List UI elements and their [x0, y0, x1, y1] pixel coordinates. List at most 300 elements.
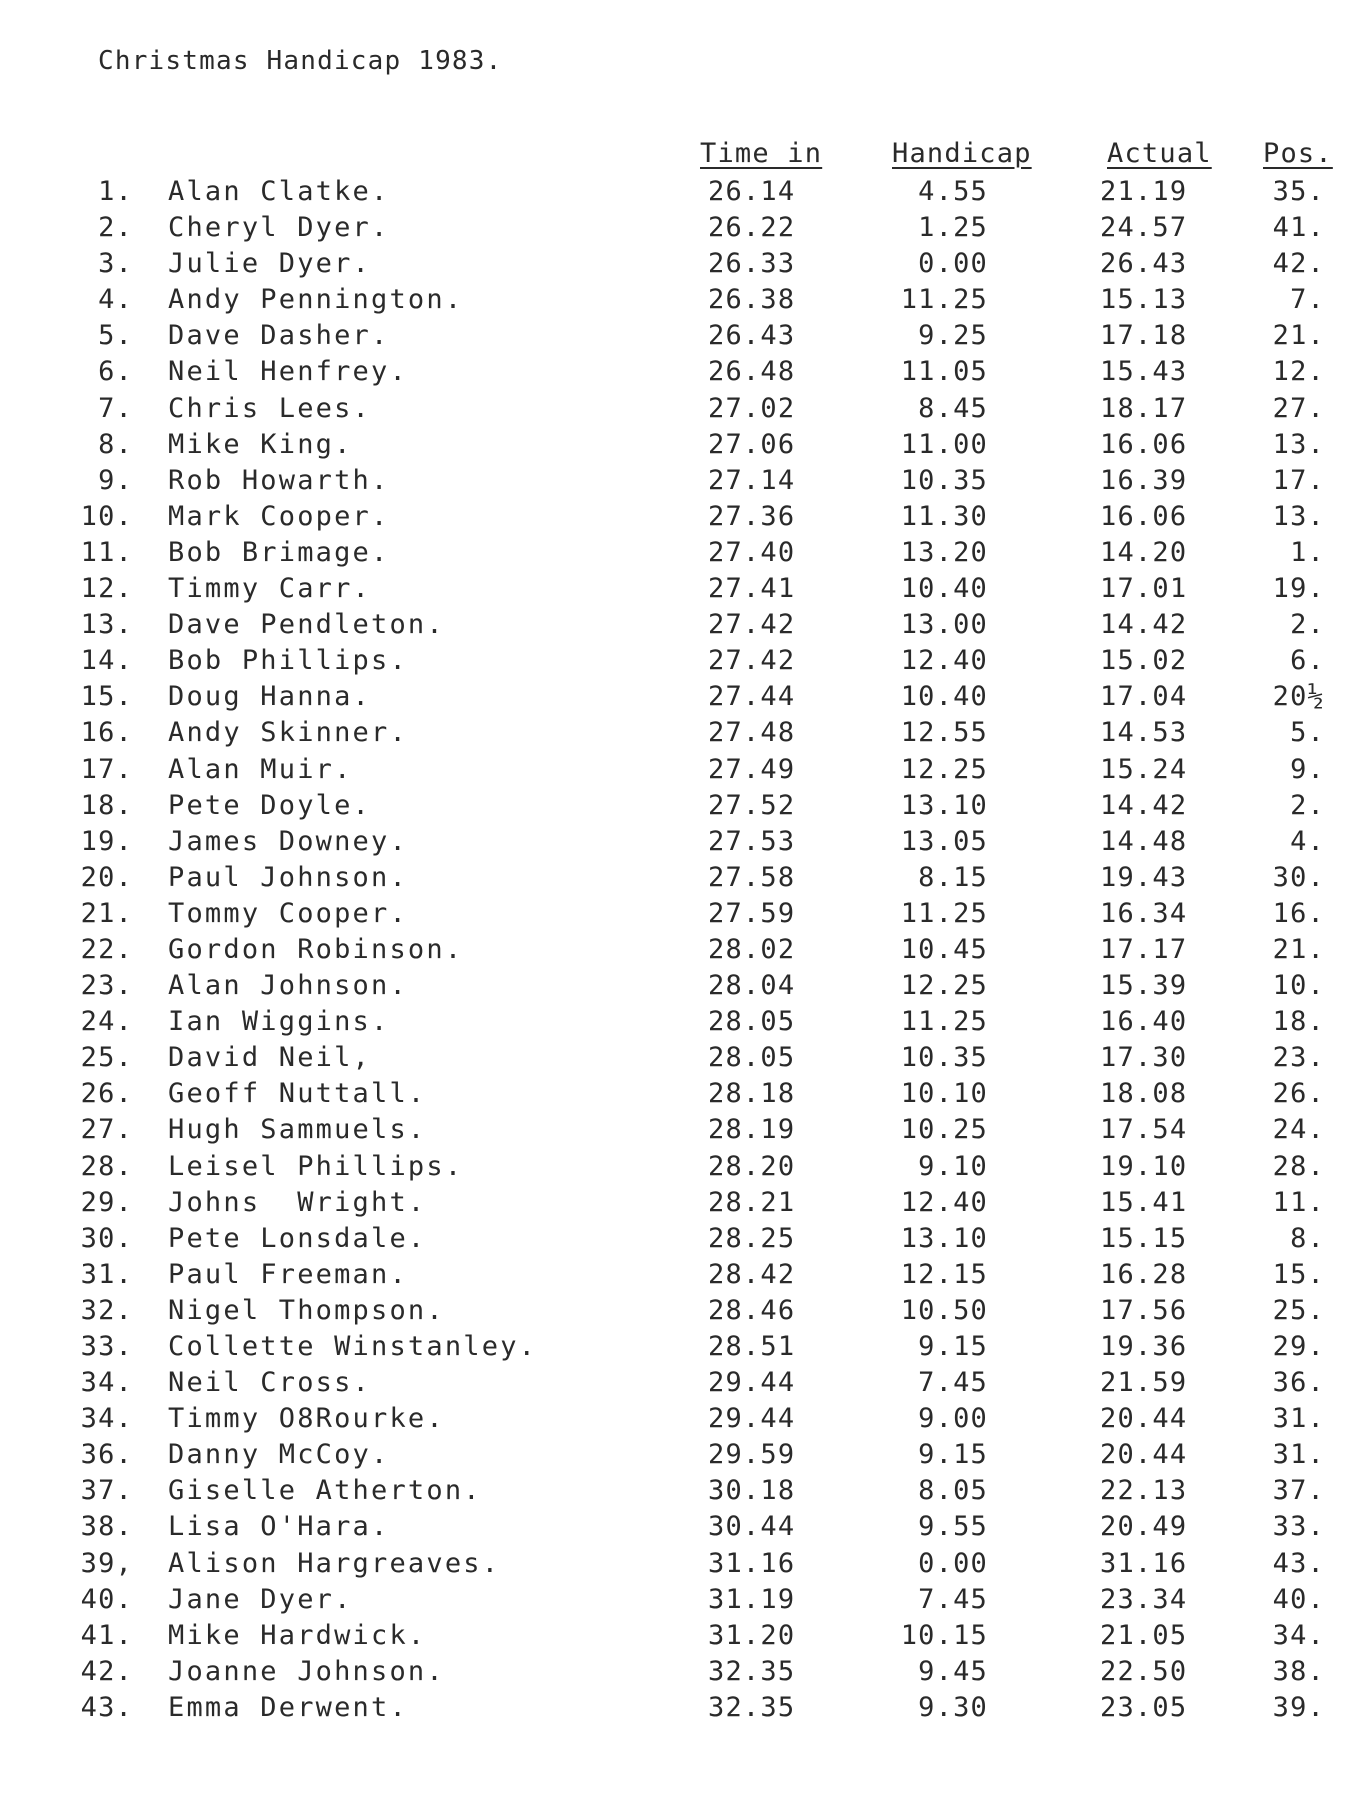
results-list — [0, 174, 1365, 1726]
result-row — [0, 896, 1365, 932]
handicap-value: 1.25 — [918, 212, 988, 244]
actual-value: 23.34 — [1100, 1583, 1188, 1615]
result-row — [0, 318, 1365, 354]
time-in-value: 27.44 — [708, 681, 796, 713]
handicap-value: 9.30 — [918, 1691, 988, 1723]
entry-number: 25. — [80, 1042, 133, 1074]
result-row — [0, 571, 1365, 607]
position-value: 17. — [1272, 464, 1325, 496]
runner-name: Lisa O'Hara. — [168, 1511, 390, 1543]
runner-name: Mike King. — [168, 428, 353, 460]
position-value: 25. — [1272, 1294, 1325, 1326]
time-in-value: 27.53 — [708, 825, 796, 857]
actual-value: 14.20 — [1100, 536, 1188, 568]
position-value: 27. — [1272, 392, 1325, 424]
result-row — [0, 1401, 1365, 1437]
time-in-value: 29.44 — [708, 1367, 796, 1399]
actual-value: 23.05 — [1100, 1691, 1188, 1723]
position-value: 29. — [1272, 1331, 1325, 1362]
position-value: 30. — [1272, 861, 1325, 893]
actual-value: 31.16 — [1100, 1547, 1188, 1579]
entry-number: 1. — [98, 176, 133, 207]
handicap-value: 10.45 — [900, 933, 988, 965]
time-in-value: 27.42 — [708, 609, 796, 641]
position-value: 36. — [1272, 1367, 1325, 1399]
header-handicap: Handicap — [892, 138, 1032, 169]
entry-number: 13. — [80, 609, 133, 641]
time-in-value: 27.40 — [708, 536, 796, 568]
handicap-value: 11.30 — [900, 500, 988, 532]
result-row — [0, 1185, 1365, 1221]
entry-number: 15. — [80, 681, 133, 713]
runner-name: Emma Derwent. — [168, 1691, 408, 1723]
handicap-value: 9.25 — [918, 320, 988, 352]
actual-value: 21.05 — [1100, 1619, 1188, 1651]
time-in-value: 27.41 — [708, 573, 796, 605]
handicap-value: 4.55 — [918, 176, 988, 207]
time-in-value: 26.43 — [708, 320, 796, 352]
runner-name: Nigel Thompson. — [168, 1294, 445, 1326]
handicap-value: 12.25 — [900, 970, 988, 1002]
result-row — [0, 499, 1365, 535]
handicap-value: 12.25 — [900, 753, 988, 785]
runner-name: Giselle Atherton. — [168, 1475, 482, 1507]
time-in-value: 27.59 — [708, 897, 796, 929]
position-value: 34. — [1272, 1619, 1325, 1651]
entry-number: 42. — [80, 1655, 133, 1687]
time-in-value: 26.48 — [708, 356, 796, 388]
runner-name: Alan Muir. — [168, 753, 353, 785]
entry-number: 18. — [80, 789, 133, 821]
position-value: 35. — [1272, 176, 1325, 207]
entry-number: 36. — [80, 1439, 133, 1471]
time-in-value: 27.52 — [708, 789, 796, 821]
actual-value: 22.50 — [1100, 1655, 1188, 1687]
actual-value: 22.13 — [1100, 1475, 1188, 1507]
position-value: 37. — [1272, 1475, 1325, 1507]
position-value: 9. — [1290, 753, 1325, 785]
entry-number: 34. — [80, 1367, 133, 1399]
actual-value: 20.44 — [1100, 1439, 1188, 1471]
time-in-value: 28.05 — [708, 1042, 796, 1074]
runner-name: Dave Pendleton. — [168, 609, 445, 641]
result-row — [0, 210, 1365, 246]
position-value: 11. — [1272, 1186, 1325, 1218]
entry-number: 29. — [80, 1186, 133, 1218]
actual-value: 14.48 — [1100, 825, 1188, 857]
runner-name: Dave Dasher. — [168, 320, 390, 352]
position-value: 31. — [1272, 1403, 1325, 1435]
runner-name: Joanne Johnson. — [168, 1655, 445, 1687]
entry-number: 28. — [80, 1150, 133, 1182]
result-row — [0, 643, 1365, 679]
runner-name: Timmy Carr. — [168, 573, 372, 605]
entry-number: 2. — [98, 212, 133, 244]
runner-name: Paul Johnson. — [168, 861, 408, 893]
position-value: 33. — [1272, 1511, 1325, 1543]
runner-name: Ian Wiggins. — [168, 1006, 390, 1038]
handicap-value: 9.45 — [918, 1655, 988, 1687]
position-value: 19. — [1272, 573, 1325, 605]
time-in-value: 28.51 — [708, 1331, 796, 1362]
handicap-value: 12.40 — [900, 645, 988, 677]
handicap-value: 9.00 — [918, 1403, 988, 1435]
time-in-value: 28.19 — [708, 1114, 796, 1146]
actual-value: 18.17 — [1100, 392, 1188, 424]
entry-number: 10. — [80, 500, 133, 532]
header-pos: Pos. — [1263, 138, 1333, 169]
entry-number: 27. — [80, 1114, 133, 1146]
runner-name: Bob Brimage. — [168, 536, 390, 568]
entry-number: 7. — [98, 392, 133, 424]
result-row — [0, 607, 1365, 643]
runner-name: Tommy Cooper. — [168, 897, 408, 929]
time-in-value: 26.22 — [708, 212, 796, 244]
result-row — [0, 427, 1365, 463]
time-in-value: 27.14 — [708, 464, 796, 496]
header-actual: Actual — [1107, 138, 1212, 169]
result-row — [0, 1437, 1365, 1473]
time-in-value: 28.05 — [708, 1006, 796, 1038]
handicap-value: 11.00 — [900, 428, 988, 460]
result-row — [0, 679, 1365, 715]
entry-number: 12. — [80, 573, 133, 605]
entry-number: 17. — [80, 753, 133, 785]
handicap-value: 10.40 — [900, 681, 988, 713]
result-row — [0, 391, 1365, 427]
handicap-value: 8.15 — [918, 861, 988, 893]
entry-number: 16. — [80, 717, 133, 749]
time-in-value: 31.20 — [708, 1619, 796, 1651]
runner-name: Timmy O8Rourke. — [168, 1403, 445, 1435]
actual-value: 19.36 — [1100, 1331, 1188, 1362]
entry-number: 37. — [80, 1475, 133, 1507]
handicap-value: 9.15 — [918, 1331, 988, 1362]
entry-number: 26. — [80, 1078, 133, 1110]
runner-name: Bob Phillips. — [168, 645, 408, 677]
entry-number: 32. — [80, 1294, 133, 1326]
runner-name: Julie Dyer. — [168, 248, 372, 280]
position-value: 42. — [1272, 248, 1325, 280]
result-row — [0, 824, 1365, 860]
entry-number: 23. — [80, 970, 133, 1002]
result-row — [0, 1329, 1365, 1365]
handicap-value: 13.05 — [900, 825, 988, 857]
actual-value: 15.15 — [1100, 1222, 1188, 1254]
position-value: 15. — [1272, 1258, 1325, 1290]
entry-number: 11. — [80, 536, 133, 568]
actual-value: 15.43 — [1100, 356, 1188, 388]
result-row — [0, 463, 1365, 499]
handicap-value: 12.40 — [900, 1186, 988, 1218]
result-row — [0, 246, 1365, 282]
position-value: 16. — [1272, 897, 1325, 929]
result-row — [0, 1004, 1365, 1040]
runner-name: Danny McCoy. — [168, 1439, 390, 1471]
position-value: 21. — [1272, 933, 1325, 965]
runner-name: Leisel Phillips. — [168, 1150, 464, 1182]
runner-name: Neil Henfrey. — [168, 356, 408, 388]
time-in-value: 27.49 — [708, 753, 796, 785]
handicap-value: 10.10 — [900, 1078, 988, 1110]
entry-number: 4. — [98, 284, 133, 316]
runner-name: Alan Clatke. — [168, 176, 390, 207]
position-value: 20½ — [1272, 681, 1325, 713]
time-in-value: 26.33 — [708, 248, 796, 280]
time-in-value: 27.48 — [708, 717, 796, 749]
actual-value: 20.49 — [1100, 1511, 1188, 1543]
time-in-value: 27.06 — [708, 428, 796, 460]
time-in-value: 27.02 — [708, 392, 796, 424]
position-value: 13. — [1272, 428, 1325, 460]
actual-value: 15.13 — [1100, 284, 1188, 316]
result-row — [0, 1509, 1365, 1545]
entry-number: 39, — [80, 1547, 133, 1579]
position-value: 1. — [1290, 536, 1325, 568]
result-row — [0, 1293, 1365, 1329]
result-row — [0, 1112, 1365, 1148]
actual-value: 16.39 — [1100, 464, 1188, 496]
entry-number: 31. — [80, 1258, 133, 1290]
handicap-value: 10.35 — [900, 464, 988, 496]
entry-number: 14. — [80, 645, 133, 677]
actual-value: 16.40 — [1100, 1006, 1188, 1038]
result-row — [0, 535, 1365, 571]
runner-name: Chris Lees. — [168, 392, 372, 424]
position-value: 8. — [1290, 1222, 1325, 1254]
position-value: 23. — [1272, 1042, 1325, 1074]
entry-number: 40. — [80, 1583, 133, 1615]
time-in-value: 30.44 — [708, 1511, 796, 1543]
time-in-value: 31.16 — [708, 1547, 796, 1579]
time-in-value: 27.58 — [708, 861, 796, 893]
entry-number: 3. — [98, 248, 133, 280]
runner-name: Rob Howarth. — [168, 464, 390, 496]
time-in-value: 26.38 — [708, 284, 796, 316]
handicap-value: 8.45 — [918, 392, 988, 424]
entry-number: 30. — [80, 1222, 133, 1254]
handicap-value: 13.10 — [900, 789, 988, 821]
time-in-value: 32.35 — [708, 1655, 796, 1687]
time-in-value: 29.44 — [708, 1403, 796, 1435]
handicap-value: 10.15 — [900, 1619, 988, 1651]
actual-value: 21.59 — [1100, 1367, 1188, 1399]
actual-value: 14.42 — [1100, 789, 1188, 821]
result-row — [0, 752, 1365, 788]
position-value: 31. — [1272, 1439, 1325, 1471]
actual-value: 17.17 — [1100, 933, 1188, 965]
time-in-value: 28.04 — [708, 970, 796, 1002]
position-value: 28. — [1272, 1150, 1325, 1182]
runner-name: Mike Hardwick. — [168, 1619, 427, 1651]
actual-value: 18.08 — [1100, 1078, 1188, 1110]
actual-value: 17.04 — [1100, 681, 1188, 713]
runner-name: Cheryl Dyer. — [168, 212, 390, 244]
runner-name: Andy Pennington. — [168, 284, 464, 316]
result-row — [0, 1076, 1365, 1112]
time-in-value: 28.25 — [708, 1222, 796, 1254]
time-in-value: 26.14 — [708, 176, 796, 207]
handicap-value: 9.15 — [918, 1439, 988, 1471]
actual-value: 15.41 — [1100, 1186, 1188, 1218]
time-in-value: 28.18 — [708, 1078, 796, 1110]
handicap-value: 7.45 — [918, 1583, 988, 1615]
actual-value: 19.10 — [1100, 1150, 1188, 1182]
result-row — [0, 715, 1365, 751]
runner-name: Neil Cross. — [168, 1367, 372, 1399]
entry-number: 21. — [80, 897, 133, 929]
time-in-value: 28.02 — [708, 933, 796, 965]
time-in-value: 30.18 — [708, 1475, 796, 1507]
runner-name: Gordon Robinson. — [168, 933, 464, 965]
result-row — [0, 788, 1365, 824]
entry-number: 20. — [80, 861, 133, 893]
handicap-value: 13.20 — [900, 536, 988, 568]
result-row — [0, 1040, 1365, 1076]
runner-name: Collette Winstanley. — [168, 1331, 538, 1362]
position-value: 10. — [1272, 970, 1325, 1002]
handicap-value: 13.00 — [900, 609, 988, 641]
entry-number: 34. — [80, 1403, 133, 1435]
position-value: 7. — [1290, 284, 1325, 316]
position-value: 39. — [1272, 1691, 1325, 1723]
entry-number: 43. — [80, 1691, 133, 1723]
time-in-value: 27.42 — [708, 645, 796, 677]
runner-name: Geoff Nuttall. — [168, 1078, 427, 1110]
position-value: 43. — [1272, 1547, 1325, 1579]
result-row — [0, 1582, 1365, 1618]
position-value: 18. — [1272, 1006, 1325, 1038]
result-row — [0, 1473, 1365, 1509]
entry-number: 6. — [98, 356, 133, 388]
time-in-value: 28.42 — [708, 1258, 796, 1290]
position-value: 38. — [1272, 1655, 1325, 1687]
position-value: 5. — [1290, 717, 1325, 749]
handicap-value: 9.10 — [918, 1150, 988, 1182]
position-value: 26. — [1272, 1078, 1325, 1110]
time-in-value: 32.35 — [708, 1691, 796, 1723]
result-row — [0, 1149, 1365, 1185]
handicap-value: 11.25 — [900, 897, 988, 929]
position-value: 13. — [1272, 500, 1325, 532]
entry-number: 22. — [80, 933, 133, 965]
actual-value: 14.53 — [1100, 717, 1188, 749]
result-row — [0, 282, 1365, 318]
result-row — [0, 1546, 1365, 1582]
entry-number: 24. — [80, 1006, 133, 1038]
actual-value: 17.30 — [1100, 1042, 1188, 1074]
actual-value: 19.43 — [1100, 861, 1188, 893]
entry-number: 8. — [98, 428, 133, 460]
handicap-value: 11.05 — [900, 356, 988, 388]
position-value: 4. — [1290, 825, 1325, 857]
result-row — [0, 932, 1365, 968]
time-in-value: 29.59 — [708, 1439, 796, 1471]
position-value: 2. — [1290, 789, 1325, 821]
handicap-value: 7.45 — [918, 1367, 988, 1399]
runner-name: Paul Freeman. — [168, 1258, 408, 1290]
handicap-value: 10.40 — [900, 573, 988, 605]
handicap-value: 12.15 — [900, 1258, 988, 1290]
time-in-value: 28.21 — [708, 1186, 796, 1218]
runner-name: Mark Cooper. — [168, 500, 390, 532]
actual-value: 17.18 — [1100, 320, 1188, 352]
position-value: 41. — [1272, 212, 1325, 244]
actual-value: 21.19 — [1100, 176, 1188, 207]
handicap-value: 10.35 — [900, 1042, 988, 1074]
actual-value: 26.43 — [1100, 248, 1188, 280]
actual-value: 17.56 — [1100, 1294, 1188, 1326]
handicap-value: 12.55 — [900, 717, 988, 749]
runner-name: Alison Hargreaves. — [168, 1547, 501, 1579]
actual-value: 16.34 — [1100, 897, 1188, 929]
result-row — [0, 1221, 1365, 1257]
result-row — [0, 174, 1365, 210]
runner-name: Pete Lonsdale. — [168, 1222, 427, 1254]
actual-value: 15.02 — [1100, 645, 1188, 677]
handicap-value: 11.25 — [900, 284, 988, 316]
position-value: 21. — [1272, 320, 1325, 352]
position-value: 2. — [1290, 609, 1325, 641]
header-time-in: Time in — [700, 138, 823, 169]
runner-name: Johns Wright. — [168, 1186, 427, 1218]
result-row — [0, 1365, 1365, 1401]
runner-name: Andy Skinner. — [168, 717, 408, 749]
actual-value: 17.54 — [1100, 1114, 1188, 1146]
time-in-value: 27.36 — [708, 500, 796, 532]
handicap-value: 13.10 — [900, 1222, 988, 1254]
actual-value: 14.42 — [1100, 609, 1188, 641]
result-row — [0, 1654, 1365, 1690]
handicap-value: 9.55 — [918, 1511, 988, 1543]
handicap-value: 8.05 — [918, 1475, 988, 1507]
time-in-value: 28.46 — [708, 1294, 796, 1326]
entry-number: 5. — [98, 320, 133, 352]
result-row — [0, 968, 1365, 1004]
entry-number: 19. — [80, 825, 133, 857]
document-title: Christmas Handicap 1983. — [98, 46, 503, 76]
runner-name: Alan Johnson. — [168, 970, 408, 1002]
handicap-value: 11.25 — [900, 1006, 988, 1038]
runner-name: Doug Hanna. — [168, 681, 372, 713]
runner-name: Jane Dyer. — [168, 1583, 353, 1615]
actual-value: 17.01 — [1100, 573, 1188, 605]
handicap-value: 0.00 — [918, 248, 988, 280]
actual-value: 15.24 — [1100, 753, 1188, 785]
entry-number: 33. — [80, 1331, 133, 1362]
actual-value: 15.39 — [1100, 970, 1188, 1002]
handicap-value: 10.50 — [900, 1294, 988, 1326]
result-row — [0, 860, 1365, 896]
result-row — [0, 1690, 1365, 1726]
runner-name: David Neil, — [168, 1042, 372, 1074]
position-value: 12. — [1272, 356, 1325, 388]
actual-value: 16.06 — [1100, 500, 1188, 532]
entry-number: 38. — [80, 1511, 133, 1543]
time-in-value: 31.19 — [708, 1583, 796, 1615]
position-value: 6. — [1290, 645, 1325, 677]
handicap-value: 0.00 — [918, 1547, 988, 1579]
runner-name: Pete Doyle. — [168, 789, 372, 821]
position-value: 24. — [1272, 1114, 1325, 1146]
entry-number: 9. — [98, 464, 133, 496]
actual-value: 16.06 — [1100, 428, 1188, 460]
time-in-value: 28.20 — [708, 1150, 796, 1182]
actual-value: 24.57 — [1100, 212, 1188, 244]
runner-name: Hugh Sammuels. — [168, 1114, 427, 1146]
handicap-value: 10.25 — [900, 1114, 988, 1146]
result-row — [0, 354, 1365, 390]
